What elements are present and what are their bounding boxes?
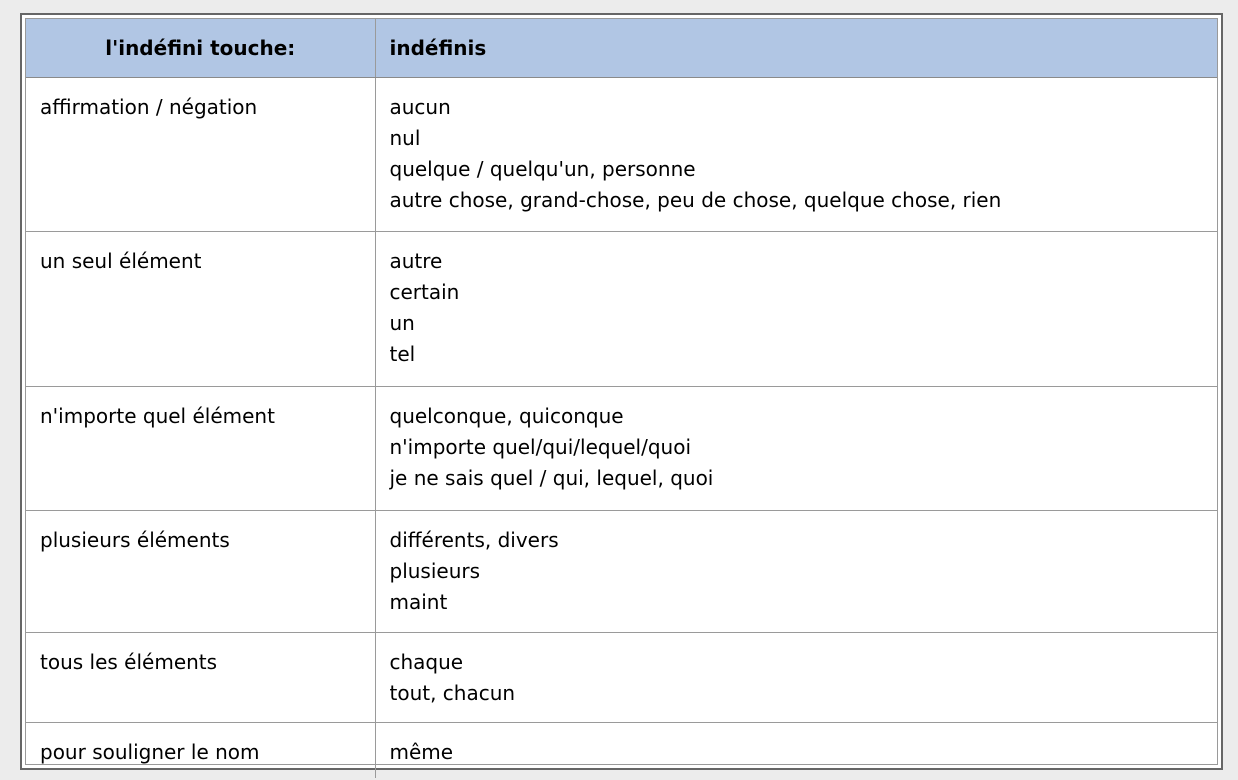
header-row <box>26 19 1217 77</box>
list-item: n'importe quel/qui/lequel/quoi <box>389 434 692 459</box>
list-item: je ne sais quel / qui, lequel, quoi <box>389 465 714 490</box>
header-category: l'indéfini touche: <box>26 19 375 77</box>
row-items <box>375 632 1217 722</box>
list-item: autre <box>389 248 443 273</box>
row-category: un seul élément <box>26 231 375 386</box>
list-item: différents, divers <box>389 527 559 552</box>
table-row <box>26 722 1217 778</box>
row-items <box>375 231 1217 386</box>
table-row <box>26 77 1217 231</box>
row-items <box>375 386 1217 510</box>
list-item: tel <box>389 341 416 366</box>
table-frame <box>20 13 1223 770</box>
row-category: plusieurs éléments <box>26 510 375 632</box>
row-items <box>375 510 1217 632</box>
row-items <box>375 722 1217 778</box>
indefinite-table <box>26 19 1217 778</box>
table-row <box>26 632 1217 722</box>
row-items <box>375 77 1217 231</box>
list-item: plusieurs <box>389 558 481 583</box>
row-category: tous les éléments <box>26 632 375 722</box>
table-row <box>26 510 1217 632</box>
row-category: affirmation / négation <box>26 77 375 231</box>
list-item: certain <box>389 279 460 304</box>
list-item: maint <box>389 589 448 614</box>
row-category: pour souligner le nom <box>26 722 375 778</box>
list-item: un <box>389 310 415 335</box>
table-row <box>26 386 1217 510</box>
list-item: quelque / quelqu'un, personne <box>389 156 696 181</box>
table-row <box>26 231 1217 386</box>
list-item: tout, chacun <box>389 680 516 705</box>
list-item: même <box>389 739 454 764</box>
list-item: nul <box>389 125 421 150</box>
header-indefinites: indéfinis <box>375 19 1217 77</box>
list-item: chaque <box>389 649 464 674</box>
table-inner-border <box>25 18 1218 765</box>
row-category: n'importe quel élément <box>26 386 375 510</box>
list-item: quelconque, quiconque <box>389 403 624 428</box>
list-item: autre chose, grand-chose, peu de chose, quelque chose, rien <box>389 187 1002 212</box>
list-item: aucun <box>389 94 451 119</box>
